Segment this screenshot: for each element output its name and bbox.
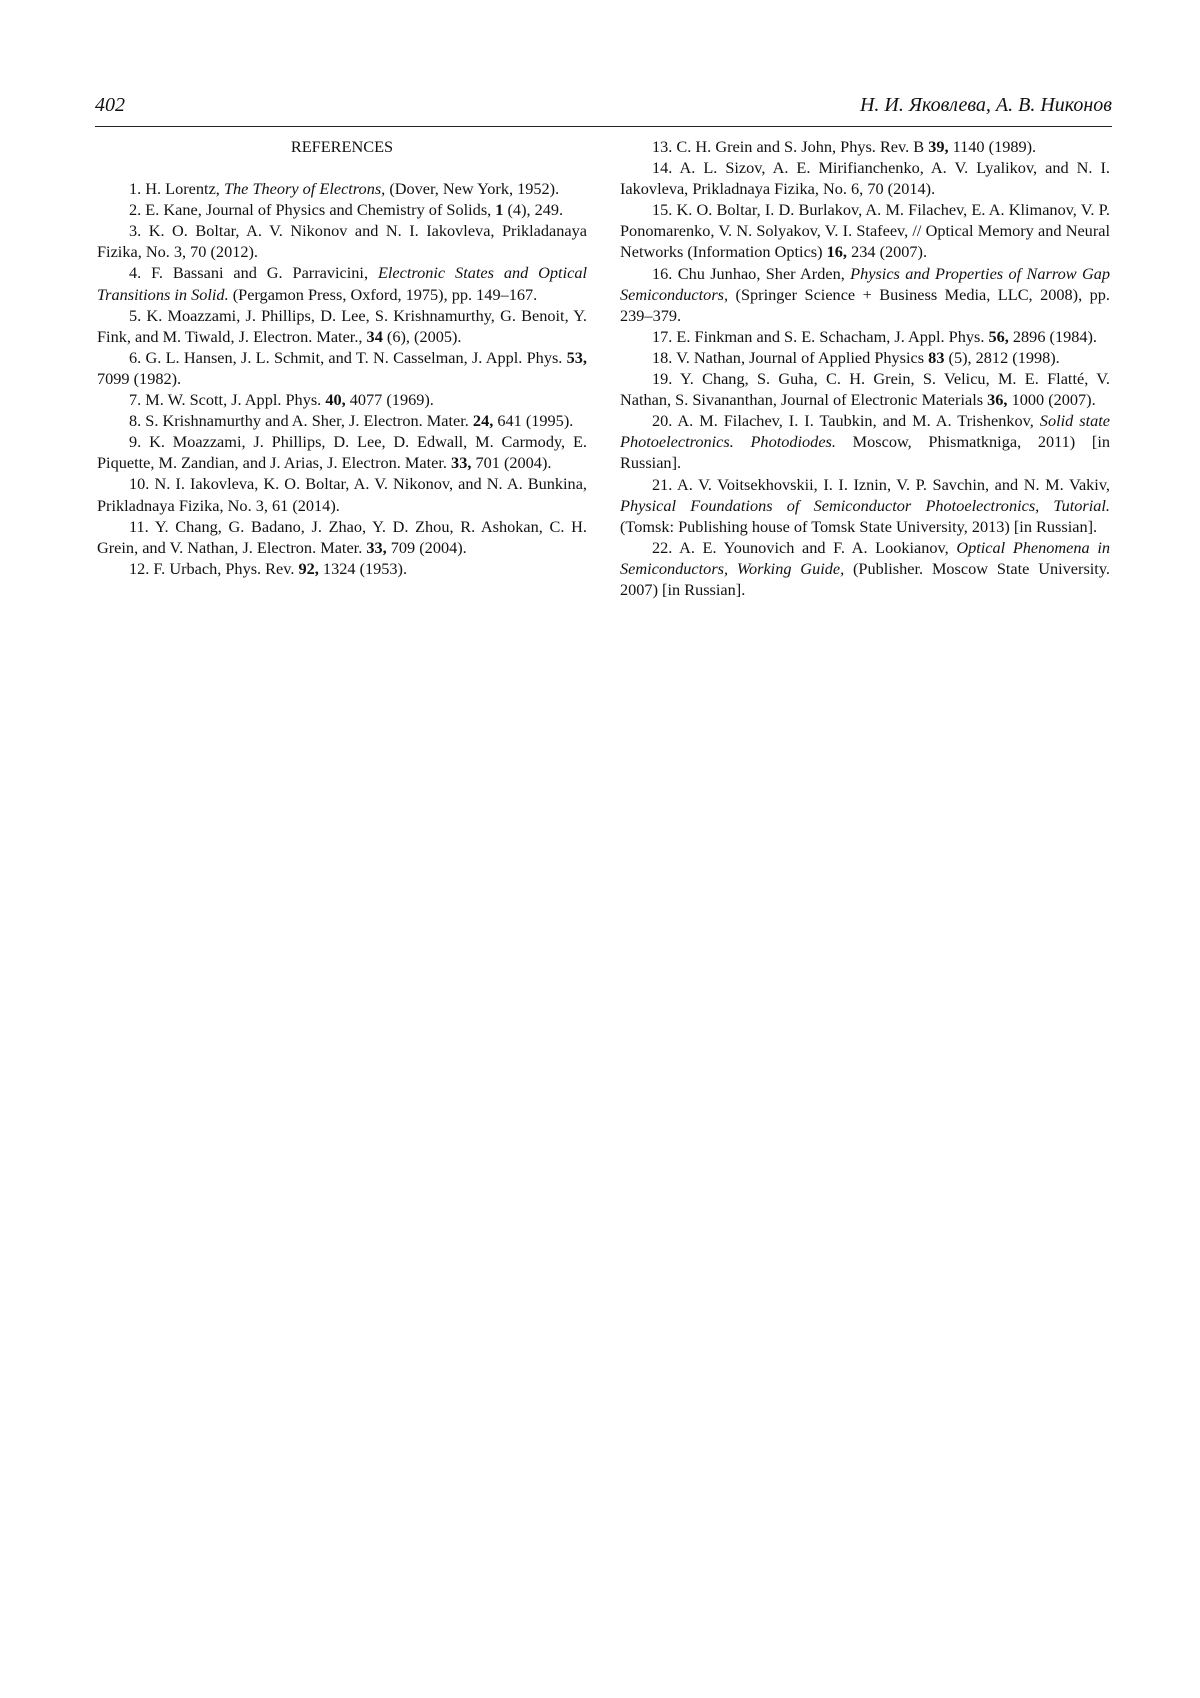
- reference-text: Moscow, Phismatkniga, 2011) [in Russian].: [620, 432, 1110, 473]
- reference-text: 9. K. Moazzami, J. Phillips, D. Lee, D. Edwall, M. Carmody, E. Piquette, M. Zandian, and J. Arias, J. Electron. Mater.: [97, 432, 587, 473]
- reference-text: (5), 2812 (1998).: [944, 347, 1060, 367]
- reference-item: [620, 474, 1110, 537]
- reference-title-italic: Electronic States and Optical Transitions in Solid.: [97, 263, 587, 304]
- reference-text: (Tomsk: Publishing house of Tomsk State University, 2013) [in Russian].: [620, 516, 1098, 536]
- reference-volume: 39,: [928, 137, 949, 156]
- reference-text: 11. Y. Chang, G. Badano, J. Zhao, Y. D. Zhou, R. Ashokan, C. H. Grein, and V. Nathan, J. Electron. Mater.: [97, 516, 587, 557]
- reference-text: 20. A. M. Filachev, I. I. Taubkin, and M. A. Trishenkov,: [652, 411, 1040, 431]
- reference-item: [620, 410, 1110, 473]
- references-column-right: [620, 136, 1110, 600]
- reference-title-italic: Optical Phenomena in Semiconductors, Working Guide,: [620, 537, 1110, 578]
- reference-volume: 34: [366, 326, 383, 346]
- reference-text: 17. E. Finkman and S. E. Schacham, J. Appl. Phys.: [652, 326, 989, 346]
- reference-volume: 92,: [298, 558, 319, 578]
- reference-volume: 40,: [325, 390, 346, 410]
- reference-item: [620, 537, 1110, 600]
- reference-text: (Springer Science + Business Media, LLC, 2008), pp. 239–379.: [620, 284, 1110, 325]
- reference-item: [97, 178, 587, 199]
- running-header: [95, 90, 1112, 126]
- reference-volume: 24,: [472, 411, 494, 431]
- reference-item: [97, 199, 587, 220]
- reference-text: 234 (2007).: [847, 242, 928, 262]
- reference-text: 1. H. Lorentz,: [129, 179, 224, 199]
- reference-title-italic: Physics and Properties of Narrow Gap Semiconductors,: [620, 263, 1110, 304]
- reference-text: 2896 (1984).: [1008, 326, 1098, 346]
- reference-item: [620, 157, 1110, 199]
- reference-text: 3. K. O. Boltar, A. V. Nikonov and N. I. Iakovleva, Prikladanaya Fizika, No. 3, 70 (2012).: [97, 221, 587, 262]
- reference-text: (Dover, New York, 1952).: [385, 179, 560, 199]
- page-number: 402: [95, 94, 125, 116]
- reference-item: [97, 305, 587, 347]
- reference-item: [97, 431, 587, 473]
- reference-item: [97, 558, 587, 579]
- reference-text: 6. G. L. Hansen, J. L. Schmit, and T. N. Casselman, J. Appl. Phys.: [129, 347, 567, 367]
- references-column-left: [97, 136, 587, 579]
- running-header-authors: Н. И. Яковлева, А. В. Никонов: [859, 94, 1112, 116]
- reference-item: [97, 220, 587, 262]
- reference-text: 641 (1995).: [493, 411, 574, 431]
- reference-text: (4), 249.: [503, 200, 564, 220]
- reference-text: (6), (2005).: [382, 326, 462, 346]
- reference-list-left: [97, 178, 587, 579]
- reference-text: 1000 (2007).: [1007, 390, 1096, 410]
- reference-text: 15. K. O. Boltar, I. D. Burlakov, A. M. Filachev, E. A. Klimanov, V. P. Ponomarenko, V. N. Solyakov, V. I. Stafeev, // Optical Memory and Neural Networks (Information Optics): [620, 200, 1110, 262]
- reference-item: [620, 263, 1110, 326]
- reference-text: 18. V. Nathan, Journal of Applied Physics: [652, 347, 929, 367]
- reference-text: 22. A. E. Younovich and F. A. Lookianov,: [652, 537, 957, 557]
- reference-text: 5. K. Moazzami, J. Phillips, D. Lee, S. Krishnamurthy, G. Benoit, Y. Fink, and M. Tiwald, J. Electron. Mater.,: [97, 305, 587, 346]
- reference-text: 2. E. Kane, Journal of Physics and Chemistry of Solids,: [129, 200, 496, 220]
- reference-item: [620, 368, 1110, 410]
- reference-text: 701 (2004).: [471, 453, 552, 473]
- reference-text: 8. S. Krishnamurthy and A. Sher, J. Electron. Mater.: [129, 411, 473, 431]
- reference-volume: 36,: [987, 390, 1008, 410]
- reference-text: (Pergamon Press, Oxford, 1975), pp. 149–167.: [228, 284, 538, 304]
- reference-item: [97, 410, 587, 431]
- reference-item: [97, 347, 587, 389]
- reference-text: 709 (2004).: [386, 537, 467, 557]
- reference-item: [97, 389, 587, 410]
- reference-text: 10. N. I. Iakovleva, K. O. Boltar, A. V. Nikonov, and N. A. Bunkina, Prikladnaya Fizika, No. 3, 61 (2014).: [97, 474, 587, 515]
- header-rule: [95, 126, 1112, 127]
- reference-text: 7. M. W. Scott, J. Appl. Phys.: [129, 390, 326, 410]
- reference-volume: 53,: [566, 347, 587, 367]
- reference-item: [97, 473, 587, 515]
- reference-item: [97, 262, 587, 304]
- reference-item: [620, 326, 1110, 347]
- reference-volume: 83: [928, 347, 945, 367]
- reference-title-italic: Physical Foundations of Semiconductor Photoelectronics, Tutorial.: [620, 495, 1110, 515]
- reference-item: [97, 516, 587, 558]
- reference-item: [620, 136, 1110, 157]
- reference-item: [620, 347, 1110, 368]
- reference-text: 12. F. Urbach, Phys. Rev.: [129, 558, 299, 578]
- reference-item: [620, 199, 1110, 262]
- reference-volume: 56,: [988, 326, 1009, 346]
- reference-text: 19. Y. Chang, S. Guha, C. H. Grein, S. Velicu, M. E. Flatté, V. Nathan, S. Sivananthan, Journal of Electronic Materials: [620, 369, 1110, 410]
- references-title: REFERENCES: [290, 137, 394, 156]
- reference-text: 1324 (1953).: [318, 558, 408, 578]
- reference-volume: 1: [495, 200, 504, 220]
- reference-text: 16. Chu Junhao, Sher Arden,: [652, 263, 851, 283]
- reference-volume: 33,: [451, 453, 472, 473]
- reference-text: 4077 (1969).: [345, 390, 434, 410]
- reference-text: 7099 (1982).: [97, 368, 182, 388]
- reference-text: 13. C. H. Grein and S. John, Phys. Rev. B: [652, 137, 929, 156]
- reference-text: 1140 (1989).: [948, 137, 1037, 156]
- reference-volume: 33,: [366, 537, 387, 557]
- reference-title-italic: The Theory of Electrons,: [223, 179, 386, 199]
- reference-title-italic: Solid state Photoelectronics. Photodiodes.: [620, 411, 1110, 452]
- reference-volume: 16,: [826, 242, 847, 262]
- reference-text: 14. A. L. Sizov, A. E. Mirifianchenko, A. V. Lyalikov, and N. I. Iakovleva, Prikladnaya Fizika, No. 6, 70 (2014).: [620, 158, 1110, 199]
- reference-text: 4. F. Bassani and G. Parravicini,: [129, 263, 378, 283]
- reference-text: (Publisher. Moscow State University. 2007) [in Russian].: [620, 558, 1110, 599]
- reference-text: 21. A. V. Voitsekhovskii, I. I. Iznin, V. P. Savchin, and N. M. Vakiv,: [652, 474, 1110, 494]
- reference-list-right: [620, 136, 1110, 600]
